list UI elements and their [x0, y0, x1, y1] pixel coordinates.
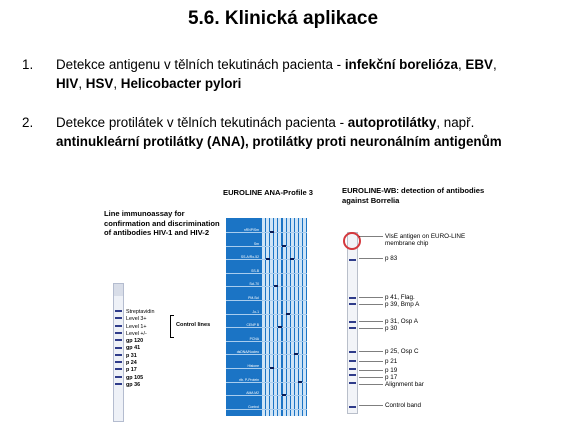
ana-row-label: PM-Scl [248, 296, 259, 300]
ana-strip [299, 218, 302, 416]
borrelia-band [349, 321, 356, 323]
hiv-band [115, 310, 122, 312]
ana-row-line [226, 368, 307, 369]
hiv-band-label: Level 3+ [126, 316, 147, 323]
hiv-test-strip [113, 283, 124, 422]
borrelia-band [349, 259, 356, 261]
text-plain: Detekce antigenu v tělních tekutinách pacienta - [56, 57, 345, 72]
ana-row-line [226, 314, 307, 315]
ana-row-label: rib. P-Protein [239, 377, 259, 382]
borrelia-band-label: Control band [385, 402, 422, 409]
ana-row-label: SS-B [251, 268, 259, 273]
hiv-band [115, 325, 122, 327]
control-lines-label: Control lines [176, 322, 211, 328]
ana-strip [295, 218, 298, 416]
ana-strip [278, 218, 281, 416]
hiv-band [115, 376, 122, 378]
hiv-band [115, 317, 122, 319]
ana-row-label: SS-A/Ro-52 [240, 255, 259, 260]
borrelia-band [349, 382, 356, 384]
ana-row-label: Sm [253, 241, 259, 246]
borrelia-band-label: p 31, Osp A [385, 318, 418, 325]
borrelia-band [349, 303, 356, 305]
borrelia-band [349, 360, 356, 362]
ana-strip [274, 218, 277, 416]
item-number: 2. [22, 115, 34, 130]
ana-reaction-band [298, 381, 302, 383]
borrelia-band-label: Alignment bar [385, 381, 424, 388]
hiv-band-label: Level +/- [126, 330, 147, 337]
hiv-band-labels [126, 309, 154, 389]
borrelia-band [349, 368, 356, 370]
text-bold: EBV [465, 57, 493, 72]
hiv-band-label: gp 41 [126, 345, 141, 352]
ana-row-line [226, 341, 307, 342]
ana-row-line [226, 300, 307, 301]
ana-row-line [226, 382, 307, 383]
ana-row-line [226, 286, 307, 287]
control-bracket [170, 315, 174, 338]
ana-reaction-band [282, 394, 286, 396]
ana-strip [291, 218, 294, 416]
hiv-band-label: gp 105 [126, 374, 144, 381]
ana-reaction-band [270, 231, 274, 233]
ana-strip [283, 218, 286, 416]
ana-strip [287, 218, 290, 416]
ana-row-label: Jo-1 [252, 309, 259, 314]
strip-cap [114, 284, 123, 296]
hiv-band-label: gp 120 [126, 338, 144, 345]
ana-reaction-band [274, 285, 278, 287]
ana-row-line [226, 395, 307, 396]
ana-strip [262, 218, 265, 416]
item-number: 1. [22, 57, 34, 72]
ana-row-label: Control [248, 404, 259, 409]
ana-reaction-band [270, 367, 274, 369]
ana-strip [266, 218, 269, 416]
slide-title: 5.6. Klinická aplikace [187, 8, 379, 29]
borrelia-band-label: p 21 [385, 358, 398, 365]
ana-row-label: nRNP/Sm [243, 228, 259, 232]
borrelia-band [349, 374, 356, 376]
text-bold: infekční borelióza [344, 57, 458, 72]
hiv-band-label: p 24 [126, 360, 137, 367]
borrelia-band-label: p 25, Osp C [385, 348, 419, 355]
borrelia-title: EUROLINE-WB: detection of antibodies against Borrelia [342, 186, 485, 205]
hiv-band [115, 332, 122, 334]
hiv-band [115, 347, 122, 349]
text-bold: antinukleární protilátky (ANA), protilátky proti neuronálním antigenům [56, 134, 502, 149]
ana-reaction-band [294, 353, 298, 355]
text-bold: HIV [56, 76, 79, 91]
text-plain: , např. [436, 115, 475, 130]
text-bold: autoprotilátky [347, 115, 437, 130]
borrelia-test-strip [347, 232, 358, 414]
hiv-band-label: p 31 [126, 352, 137, 359]
ana-title: EUROLINE ANA-Profile 3 [223, 188, 314, 197]
borrelia-band-label: p 83 [385, 255, 398, 262]
ana-row-label: AMA M2 [246, 391, 259, 396]
ana-profile-strips [226, 218, 307, 416]
borrelia-band [349, 297, 356, 299]
borrelia-band [349, 327, 356, 329]
borrelia-band-label: p 30 [385, 325, 398, 332]
text-plain: Detekce protilátek v tělních tekutinách pacienta - [56, 115, 348, 130]
ana-row-label: Histone [247, 364, 259, 368]
borrelia-band-label: p 19 [385, 367, 398, 374]
ana-row-line [226, 273, 307, 274]
borrelia-band-label: p 17 [385, 374, 398, 381]
hiv-band [115, 383, 122, 385]
hiv-band [115, 354, 122, 356]
ana-row-line [226, 232, 307, 233]
text-bold: HSV [85, 76, 114, 91]
borrelia-band-label: VlsE antigen on EURO-LINE membrane chip [385, 233, 466, 248]
hiv-band-label: gp 36 [126, 381, 141, 388]
item-text [56, 55, 556, 93]
hiv-band-label: Level 1+ [126, 323, 147, 330]
text-plain: , [492, 57, 497, 72]
list-item [22, 113, 562, 153]
borrelia-band [349, 406, 356, 408]
ana-strip [303, 218, 306, 416]
ana-row-line [226, 246, 307, 247]
hiv-band [115, 339, 122, 341]
ana-reaction-band [266, 258, 270, 260]
ana-reaction-band [290, 258, 294, 260]
ana-row-label: dsDNA/Nucleo [236, 350, 259, 355]
ana-row-line [226, 409, 307, 410]
text-plain: , [78, 76, 86, 91]
text-bold: Helicobacter pylori [120, 76, 242, 91]
borrelia-band [349, 351, 356, 353]
ana-reaction-band [278, 326, 282, 328]
ana-row-label: CENP B [246, 323, 259, 328]
hiv-caption: Line immunoassay for confirmation and discrimination of antibodies HIV-1 and HIV-2 [104, 209, 220, 238]
hiv-band [115, 368, 122, 370]
hiv-band [115, 361, 122, 363]
text-plain: , [113, 76, 121, 91]
hiv-band-label: p 17 [126, 367, 137, 374]
ana-row-line [226, 327, 307, 328]
hiv-band-label: Streptavidin [126, 309, 155, 315]
ana-row-label: PCNA [249, 336, 259, 341]
text-plain: , [457, 57, 466, 72]
ana-strip [270, 218, 273, 416]
borrelia-band-label: p 39, Bmp A [385, 301, 420, 308]
ana-row-label: Scl-70 [249, 282, 259, 287]
item-text [56, 113, 556, 151]
ana-reaction-band [282, 245, 286, 247]
borrelia-band-label: p 41, Flag. [385, 294, 415, 301]
borrelia-leader-lines [359, 0, 385, 424]
list-item [22, 55, 562, 95]
ana-reaction-band [286, 313, 290, 315]
